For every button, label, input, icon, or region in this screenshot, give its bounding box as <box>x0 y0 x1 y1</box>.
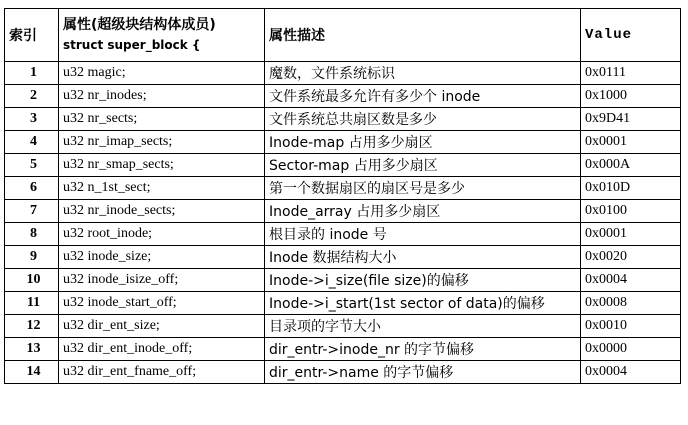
row-field: u32 root_inode; <box>59 223 265 246</box>
table-row <box>5 361 681 384</box>
row-value: 0x0001 <box>581 131 681 154</box>
row-value: 0x0001 <box>581 223 681 246</box>
row-field: u32 nr_smap_sects; <box>59 154 265 177</box>
table-row <box>5 269 681 292</box>
row-value: 0x0000 <box>581 338 681 361</box>
field-header-line2: struct super_block { <box>63 38 201 52</box>
row-index: 3 <box>5 108 59 131</box>
row-index: 13 <box>5 338 59 361</box>
field-header-line1: 属性(超级块结构体成员) <box>63 17 216 33</box>
row-index: 11 <box>5 292 59 315</box>
row-value: 0x010D <box>581 177 681 200</box>
table-row <box>5 108 681 131</box>
row-description: 魔数，文件系统标识 <box>265 62 581 85</box>
row-description: 文件系统总共扇区数是多少 <box>265 108 581 131</box>
super-block-table <box>4 8 681 384</box>
row-field: u32 dir_ent_fname_off; <box>59 361 265 384</box>
table-row <box>5 200 681 223</box>
row-value: 0x0010 <box>581 315 681 338</box>
row-value: 0x0004 <box>581 361 681 384</box>
row-value: 0x1000 <box>581 85 681 108</box>
row-description: Inode-map 占用多少扇区 <box>265 131 581 154</box>
row-value: 0x0020 <box>581 246 681 269</box>
index-header: 索引 <box>5 9 59 62</box>
row-description: dir_entr->name 的字节偏移 <box>265 361 581 384</box>
row-field: u32 inode_isize_off; <box>59 269 265 292</box>
table-row <box>5 292 681 315</box>
table-row <box>5 223 681 246</box>
table-row <box>5 246 681 269</box>
row-value: 0x0100 <box>581 200 681 223</box>
row-description: 第一个数据扇区的扇区号是多少 <box>265 177 581 200</box>
row-value: 0x9D41 <box>581 108 681 131</box>
row-field: u32 magic; <box>59 62 265 85</box>
row-index: 12 <box>5 315 59 338</box>
table-row <box>5 177 681 200</box>
table-row <box>5 315 681 338</box>
table-row <box>5 154 681 177</box>
row-index: 8 <box>5 223 59 246</box>
row-field: u32 dir_ent_inode_off; <box>59 338 265 361</box>
description-header: 属性描述 <box>265 9 581 62</box>
field-header <box>59 9 265 62</box>
row-value: 0x000A <box>581 154 681 177</box>
row-field: u32 nr_inode_sects; <box>59 200 265 223</box>
table-row <box>5 131 681 154</box>
row-field: u32 n_1st_sect; <box>59 177 265 200</box>
row-index: 4 <box>5 131 59 154</box>
table-row <box>5 338 681 361</box>
row-description: Inode 数据结构大小 <box>265 246 581 269</box>
row-field: u32 nr_inodes; <box>59 85 265 108</box>
row-description: Inode->i_size(file size)的偏移 <box>265 269 581 292</box>
row-value: 0x0008 <box>581 292 681 315</box>
row-description: Sector-map 占用多少扇区 <box>265 154 581 177</box>
row-field: u32 dir_ent_size; <box>59 315 265 338</box>
row-field: u32 inode_size; <box>59 246 265 269</box>
row-field: u32 inode_start_off; <box>59 292 265 315</box>
row-description: 目录项的字节大小 <box>265 315 581 338</box>
row-index: 14 <box>5 361 59 384</box>
row-description: 根目录的 inode 号 <box>265 223 581 246</box>
value-header: Value <box>581 9 681 62</box>
row-description: Inode->i_start(1st sector of data)的偏移 <box>265 292 581 315</box>
row-index: 7 <box>5 200 59 223</box>
row-description: dir_entr->inode_nr 的字节偏移 <box>265 338 581 361</box>
row-index: 1 <box>5 62 59 85</box>
row-description: Inode_array 占用多少扇区 <box>265 200 581 223</box>
table-row <box>5 85 681 108</box>
row-value: 0x0111 <box>581 62 681 85</box>
row-index: 5 <box>5 154 59 177</box>
row-index: 9 <box>5 246 59 269</box>
row-index: 6 <box>5 177 59 200</box>
row-field: u32 nr_sects; <box>59 108 265 131</box>
row-index: 10 <box>5 269 59 292</box>
table-row <box>5 62 681 85</box>
row-field: u32 nr_imap_sects; <box>59 131 265 154</box>
row-index: 2 <box>5 85 59 108</box>
row-value: 0x0004 <box>581 269 681 292</box>
table-body <box>5 62 681 384</box>
table-header-row <box>5 9 681 62</box>
row-description: 文件系统最多允许有多少个 inode <box>265 85 581 108</box>
